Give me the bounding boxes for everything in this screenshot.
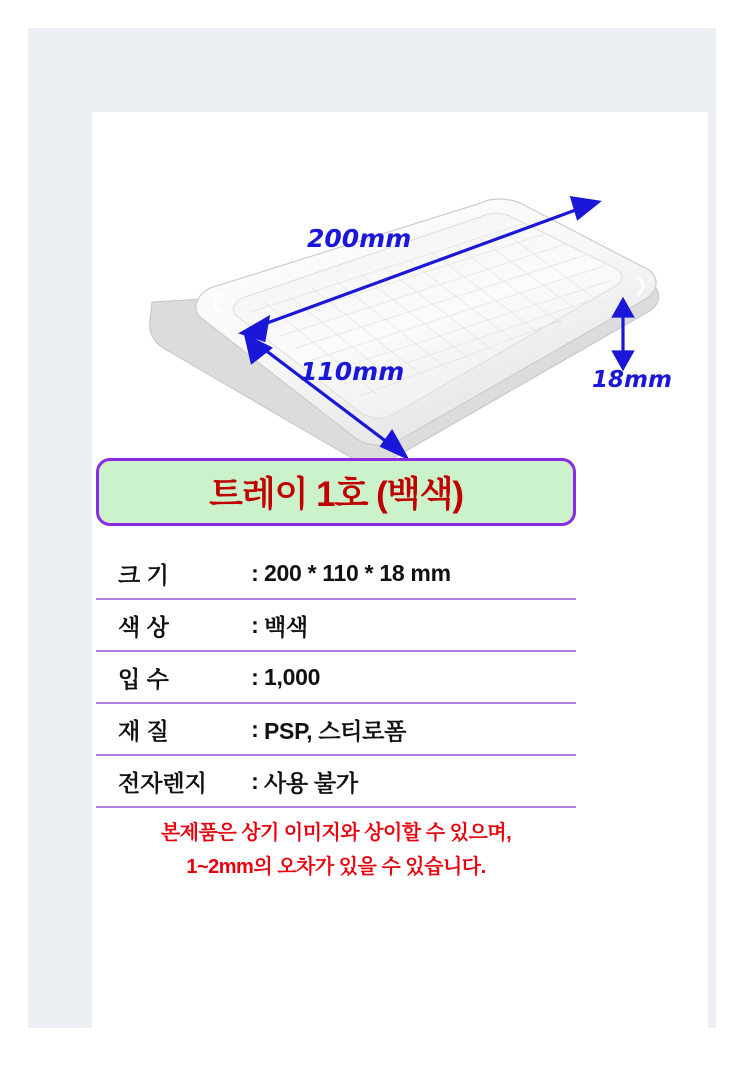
spec-separator: : [251, 663, 259, 690]
spec-table [96, 548, 576, 808]
spec-key-size: 크 기 [118, 561, 169, 588]
spec-separator: : [251, 559, 259, 586]
spec-separator: : [251, 767, 259, 794]
table-row [96, 600, 576, 652]
spec-value-microwave: 사용 불가 [264, 769, 358, 796]
spec-separator: : [251, 715, 259, 742]
notice-line-1: 본제품은 상기 이미지와 상이할 수 있으며, [160, 822, 512, 844]
dimension-height-label: 18mm [592, 367, 672, 393]
dimension-width-label: 110mm [300, 357, 405, 386]
spec-key-material: 재 질 [118, 717, 169, 744]
spec-value-color: 백색 [264, 613, 308, 640]
spec-key-quantity: 입 수 [118, 665, 169, 692]
disclaimer-notice [96, 816, 576, 884]
table-row [96, 652, 576, 704]
spec-value-size: 200 * 110 * 18 mm [264, 559, 451, 586]
dimension-length-label: 200mm [307, 224, 412, 253]
table-row [96, 704, 576, 756]
table-row [96, 756, 576, 808]
page-title: 트레이 1호 (백색) [208, 475, 464, 514]
tray-illustration [92, 112, 708, 512]
spec-separator: : [251, 611, 259, 638]
notice-line-2: 1~2mm의 오차가 있을 수 있습니다. [186, 856, 486, 878]
spec-value-material: PSP, 스티로폼 [264, 717, 407, 744]
product-title-box [96, 458, 576, 526]
spec-value-quantity: 1,000 [264, 663, 321, 690]
page-frame [28, 28, 716, 1028]
spec-key-microwave: 전자렌지 [118, 769, 207, 796]
table-row [96, 548, 576, 600]
spec-key-color: 색 상 [118, 613, 169, 640]
tray-drawing [92, 112, 708, 512]
